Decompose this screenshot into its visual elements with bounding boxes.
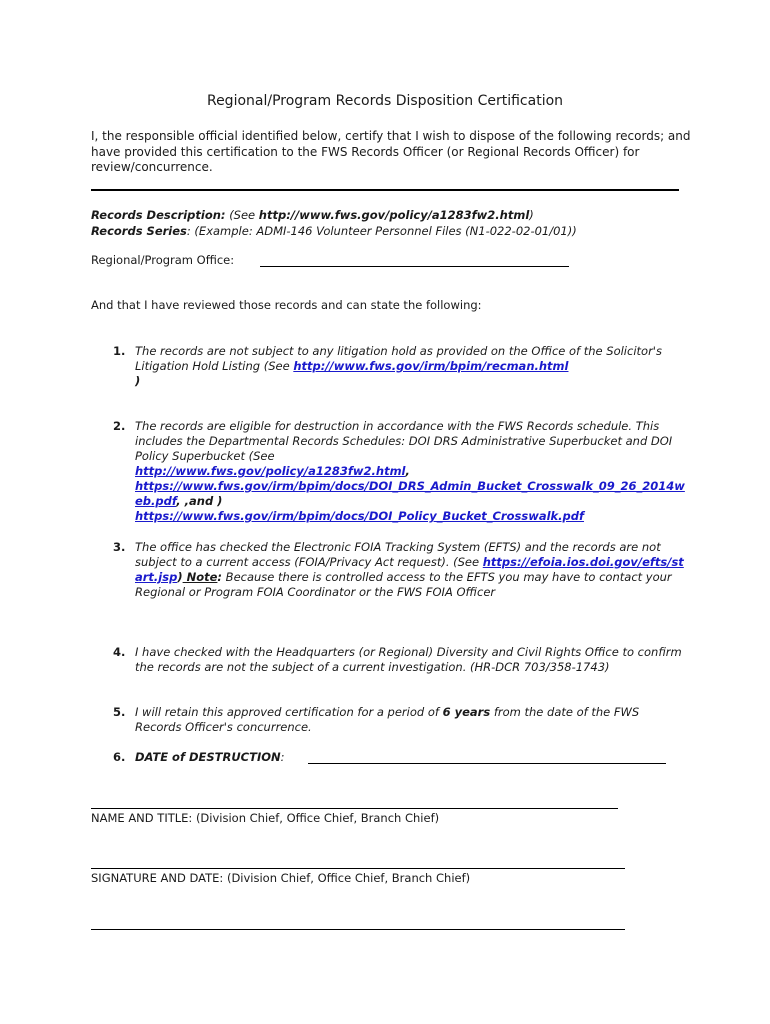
item-text: I will retain this approved certification for a period of bbox=[135, 705, 443, 719]
name-title-field[interactable] bbox=[91, 808, 618, 809]
item-text: The records are not subject to any litigation hold as provided on the Office of the Solicitor's Litigation Hold Listing (See bbox=[135, 344, 662, 373]
recman-link[interactable]: http://www.fws.gov/irm/bpim/recman.html bbox=[293, 359, 569, 373]
records-section bbox=[91, 208, 691, 239]
records-description-url: http://www.fws.gov/policy/a1283fw2.html bbox=[258, 208, 530, 222]
document-title: Regional/Program Records Disposition Certification bbox=[206, 93, 564, 109]
item-text: The records are eligible for destruction in accordance with the FWS Records schedule. This includes the Departmental Records Schedules: DOI DRS Administrative Superbucket and DOI Policy Superbucket (See bbox=[135, 419, 673, 463]
item-text: I have checked with the Headquarters (or Regional) Diversity and Civil Rights Office to confirm the records are not the subject of a current investigation. (HR-DCR 703/358-1743) bbox=[135, 645, 682, 674]
item-separator: , bbox=[405, 464, 410, 478]
name-title-label: NAME AND TITLE: (Division Chief, Office Chief, Branch Chief) bbox=[91, 811, 440, 825]
reviewed-statement: And that I have reviewed those records and can state the following: bbox=[91, 298, 482, 312]
list-item-3 bbox=[113, 540, 688, 600]
item-number: 3. bbox=[113, 540, 126, 554]
horizontal-divider bbox=[91, 189, 679, 191]
list-item-5 bbox=[113, 705, 688, 735]
list-item-1 bbox=[113, 344, 688, 389]
regional-office-field[interactable] bbox=[260, 266, 569, 267]
item-paren: ) bbox=[177, 570, 183, 584]
item-number: 6. bbox=[113, 750, 126, 764]
item-text: The office has checked the Electronic FOIA Tracking System (EFTS) and the records are not subject to a current access (FOIA/Privacy Act request). (See bbox=[135, 540, 661, 569]
destruction-date-label: DATE of DESTRUCTION bbox=[135, 750, 281, 764]
drs-admin-crosswalk-link[interactable]: https://www.fws.gov/irm/bpim/docs/DOI_DRS_Admin_Bucket_Crosswalk_09_26_2014web.pdf bbox=[135, 479, 685, 508]
note-colon: : bbox=[217, 570, 223, 584]
records-description-line bbox=[91, 208, 691, 224]
note-label: Note bbox=[182, 570, 218, 584]
item-number: 4. bbox=[113, 645, 126, 659]
efts-link[interactable]: https://efoia.ios.doi.gov/efts/start.jsp bbox=[135, 555, 684, 584]
records-description-pre: (See bbox=[229, 208, 259, 222]
blank-signature-line[interactable] bbox=[91, 929, 625, 930]
records-description-post: ) bbox=[529, 208, 534, 222]
intro-paragraph: I, the responsible official identified below, certify that I wish to dispose of the following records; and have provided this certification to the FWS Records Officer (or Regional Records Officer) for review/concurrence. bbox=[91, 129, 691, 174]
signature-date-label: SIGNATURE AND DATE: (Division Chief, Office Chief, Branch Chief) bbox=[91, 871, 471, 885]
records-series-label: Records Series bbox=[91, 223, 187, 238]
list-item-4 bbox=[113, 645, 688, 675]
signature-date-field[interactable] bbox=[91, 868, 625, 869]
records-description-label: Records Description: bbox=[91, 208, 226, 222]
destruction-date-field[interactable] bbox=[308, 763, 666, 764]
item-number: 1. bbox=[113, 344, 126, 358]
item-number: 5. bbox=[113, 705, 126, 719]
records-series-line bbox=[91, 224, 691, 240]
item-text-end: ) bbox=[135, 374, 141, 388]
regional-office-label: Regional/Program Office: bbox=[91, 253, 235, 267]
list-item-2 bbox=[113, 419, 688, 524]
item-text-post: from the date of the FWS Records Officer's concurrence. bbox=[135, 705, 640, 734]
note-text: Because there is controlled access to the EFTS you may have to contact your Regional or Program FOIA Coordinator or the FWS FOIA Officer bbox=[135, 570, 672, 599]
policy-link[interactable]: http://www.fws.gov/policy/a1283fw2.html bbox=[135, 464, 406, 478]
item-separator: , ,and ) bbox=[176, 494, 223, 508]
retention-period: 6 years bbox=[442, 705, 491, 719]
item-number: 2. bbox=[113, 419, 126, 433]
records-series-text: : (Example: ADMI-146 Volunteer Personnel Files (N1-022-02-01/01)) bbox=[186, 223, 577, 238]
destruction-date-colon: : bbox=[280, 750, 285, 764]
policy-crosswalk-link[interactable]: https://www.fws.gov/irm/bpim/docs/DOI_Policy_Bucket_Crosswalk.pdf bbox=[135, 509, 585, 523]
